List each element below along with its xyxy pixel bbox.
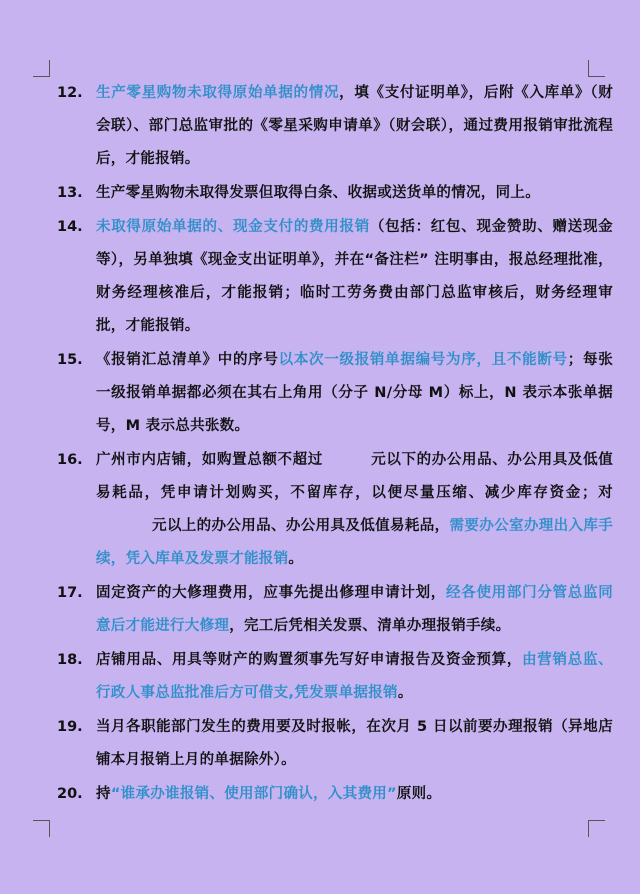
list-item-number: 17. [57,585,83,601]
text-segment: 《报销汇总清单》中的序号 [96,352,279,368]
text-segment: 当月各职能部门发生的费用要及时报帐，在次月 5 日以前要办理报销（异地店铺本月报销上月的单据除外）。 [96,719,613,768]
text-segment: 元以上的办公用品、办公用具及低值易耗品， [152,518,450,534]
crop-mark-bottom-left [33,820,50,837]
list-item [57,778,613,811]
list-item-number: 19. [57,719,83,735]
list-item-number: 16. [57,452,83,468]
list-item-text [96,644,613,710]
text-segment: 持 [96,786,111,802]
list-item [57,211,613,343]
highlighted-text: 由营销总监、行政人事总监批准后方可借支,凭发票单据报销 [96,652,613,701]
list-item [57,77,613,176]
list-item-number: 14. [57,219,83,235]
list-item-text [96,778,613,811]
list-item [57,711,613,777]
numbered-list [57,77,613,812]
text-segment: ；每张一级报销单据都必须在其右上角用（分子 N/分母 M）标上，N 表示本张单据号，M 表示总共张数。 [96,352,614,434]
list-item [57,344,613,443]
list-item [57,177,613,210]
highlighted-text: 以本次一级报销单据编号为序，且不能断号 [278,352,568,368]
highlighted-text: 需要办公室办理出入库手续，凭入库单及发票才能报销 [96,518,613,567]
highlighted-text: 未取得原始单据的、现金支付的费用报销 [96,219,370,235]
crop-mark-top-left [33,60,50,77]
crop-mark-bottom-right [588,820,605,837]
text-segment: 广州市内店铺，如购置总额不超过 [96,452,323,468]
text-segment: ，填《支付证明单》，后附《入库单》（财会联）、部门总监审批的《零星采购申请单》（财会联），通过费用报销审批流程后，才能报销。 [96,85,613,167]
list-item [57,577,613,643]
text-segment: 元以下的办公用品、办公用具及低值易耗品，凭申请计划购买，不留库存，以便尽量压缩、减少库存资金；对 [96,452,613,501]
list-item-number: 12. [57,85,83,101]
list-item-text [96,77,613,176]
text-segment: 生产零星购物未取得发票但取得白条、收据或送货单的情况，同上。 [96,185,540,201]
list-item [57,644,613,710]
text-segment: 原则。 [396,786,442,802]
highlighted-text: “谁承办谁报销、使用部门确认，入其费用” [110,786,397,802]
text-segment: 。 [397,685,413,701]
crop-mark-top-right [588,60,605,77]
list-item-text [96,344,613,443]
highlighted-text: 生产零星购物未取得原始单据的情况 [96,85,340,101]
list-item-number: 15. [57,352,83,368]
list-item-number: 18. [57,652,83,668]
text-segment: ，完工后凭相关发票、清单办理报销手续。 [229,618,511,634]
text-segment: （包括：红包、现金赞助、赠送现金等），另单独填《现金支出证明单》，并在“备注栏” 注明事由，报总经理批准，财务经理核准后，才能报销；临时工劳务费由部门总监审核后，财务经理审批，才能报销。 [96,219,613,334]
list-item-text [96,444,613,576]
list-item-number: 13. [57,185,83,201]
text-segment: 。 [288,551,304,567]
list-item-text [96,211,613,343]
text-segment: 店铺用品、用具等财产的购置须事先写好申请报告及资金预算， [96,652,523,668]
list-item [57,444,613,576]
text-segment: 固定资产的大修理费用，应事先提出修理申请计划， [96,585,447,601]
highlighted-text: 经各使用部门分管总监同意后才能进行大修理 [96,585,613,634]
list-item-text [96,711,613,777]
list-item-number: 20. [57,786,83,802]
list-item-text [96,577,613,643]
list-item-text [96,177,613,210]
